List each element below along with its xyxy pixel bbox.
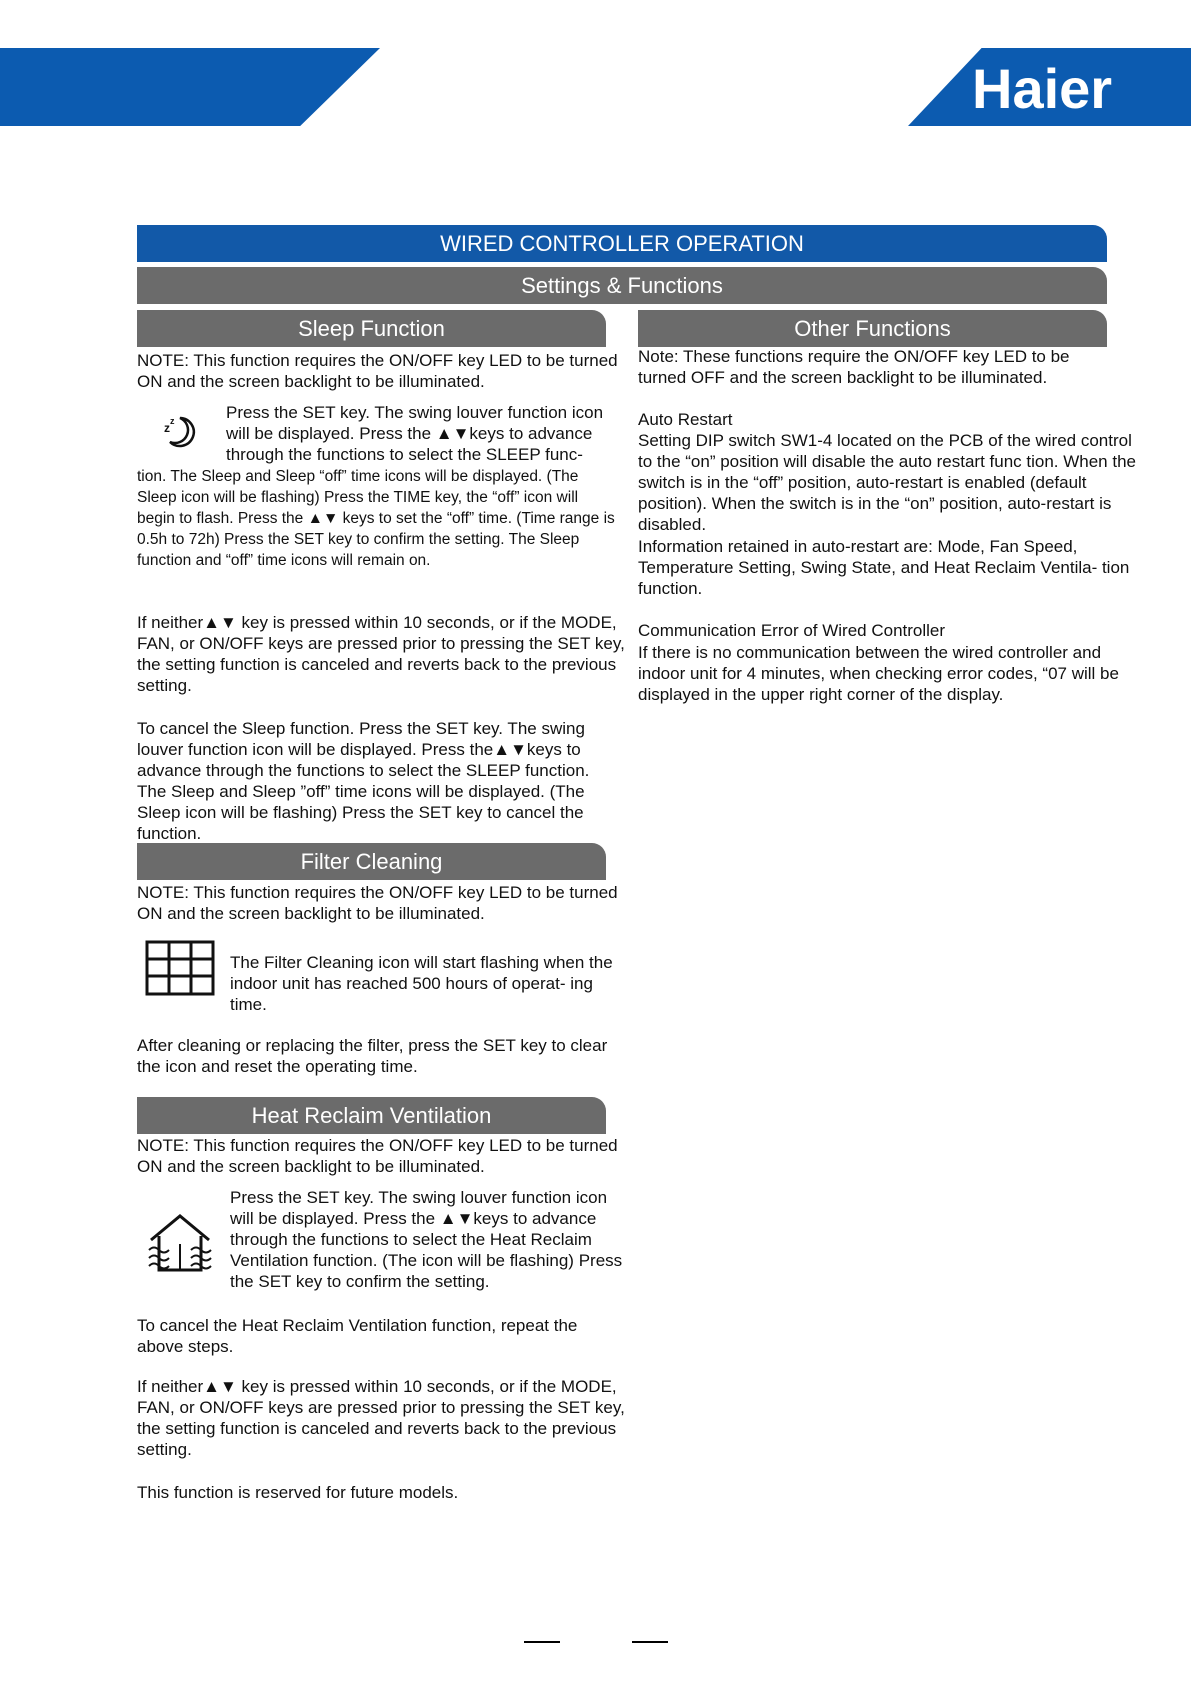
svg-text:z: z bbox=[164, 421, 170, 435]
filter-note: NOTE: This function requires the ON/OFF key LED to be turned ON and the screen backlight to be illuminated. bbox=[137, 883, 618, 923]
sleep-step-side-3: through the functions to select the SLEEP func- bbox=[226, 445, 583, 464]
sleep-step-side-2: will be displayed. Press the ▲▼keys to advance bbox=[226, 424, 593, 443]
sleep-step-body: tion. The Sleep and Sleep “off” time icons will be displayed. (The Sleep icon will be flashing) Press the TIME key, the “off” icon will begin to flash. Press the ▲▼ keys to set the “off” time. (Time range is 0.5h to 72h) Press the SET key to confirm the setting. The Sleep function and “off” time icons will remain on. bbox=[137, 468, 615, 569]
footer-line-left bbox=[524, 1641, 560, 1643]
svg-text:z: z bbox=[170, 416, 175, 426]
filter-heading: Filter Cleaning bbox=[137, 843, 606, 880]
heat-reclaim-icon bbox=[145, 1210, 215, 1274]
comm-error-title: Communication Error of Wired Controller bbox=[638, 621, 946, 640]
heat-note: NOTE: This function requires the ON/OFF key LED to be turned ON and the screen backlight to be illuminated. bbox=[137, 1136, 618, 1176]
comm-error-body: If there is no communication between the wired controller and indoor unit for 4 minutes, when checking error codes, “07 will be displayed in the upper right corner of the display. bbox=[638, 643, 1119, 704]
sleep-cancel: To cancel the Sleep function. Press the SET key. The swing louver function icon will be displayed. Press the▲▼keys to advance through the functions to select the SLEEP function. The Sleep and Sleep ”off” time icons will be displayed. (The Sleep icon will be flashing) Press the SET key to cancel the function. bbox=[137, 719, 590, 843]
sleep-icon bbox=[160, 412, 200, 452]
filter-icon-text: The Filter Cleaning icon will start flashing when the indoor unit has reached 500 hours of operat- ing time. bbox=[230, 953, 613, 1014]
sleep-note: NOTE: This function requires the ON/OFF key LED to be turned ON and the screen backlight to be illuminated. bbox=[137, 351, 618, 391]
footer-line-right bbox=[632, 1641, 668, 1643]
filter-after: After cleaning or replacing the filter, press the SET key to clear the icon and reset the operating time. bbox=[137, 1036, 608, 1076]
haier-logo: Haier bbox=[972, 57, 1113, 120]
heat-heading: Heat Reclaim Ventilation bbox=[137, 1097, 606, 1134]
heat-reserved: This function is reserved for future models. bbox=[137, 1483, 459, 1502]
heat-icon-text: Press the SET key. The swing louver function icon will be displayed. Press the ▲▼keys to advance through the functions to select the Heat Reclaim Ventilation function. (The icon will be flashing) Press the SET key to confirm the setting. bbox=[230, 1188, 623, 1291]
heat-timeout: If neither▲▼ key is pressed within 10 seconds, or if the MODE, FAN, or ON/OFF keys are pressed prior to pressing the SET key, the setting function is canceled and reverts back to the previous setting. bbox=[137, 1377, 625, 1459]
other-heading: Other Functions bbox=[638, 310, 1107, 347]
auto-restart-title: Auto Restart bbox=[638, 410, 733, 429]
heat-cancel: To cancel the Heat Reclaim Ventilation function, repeat the above steps. bbox=[137, 1316, 578, 1356]
auto-restart-body: Setting DIP switch SW1-4 located on the PCB of the wired control to the “on” position will disable the auto restart func tion. When the switch is in the “off” position, auto-restart is enabled (default position). When the switch is in the “on” position, auto-restart is disabled. bbox=[638, 431, 1136, 534]
filter-grid-icon bbox=[145, 940, 215, 996]
auto-restart-info: Information retained in auto-restart are: Mode, Fan Speed, Temperature Setting, Swing State, and Heat Reclaim Ventila- tion function. bbox=[638, 537, 1130, 598]
header-banner-left bbox=[0, 48, 380, 126]
page-title: WIRED CONTROLLER OPERATION bbox=[137, 225, 1107, 262]
sleep-step-side-1: Press the SET key. The swing louver function icon bbox=[226, 403, 604, 422]
page-subtitle: Settings & Functions bbox=[137, 267, 1107, 304]
other-note: Note: These functions require the ON/OFF key LED to be turned OFF and the screen backlight to be illuminated. bbox=[638, 347, 1070, 387]
sleep-heading: Sleep Function bbox=[137, 310, 606, 347]
sleep-timeout: If neither▲▼ key is pressed within 10 seconds, or if the MODE, FAN, or ON/OFF keys are pressed prior to pressing the SET key, the setting function is canceled and reverts back to the previous setting. bbox=[137, 613, 625, 695]
